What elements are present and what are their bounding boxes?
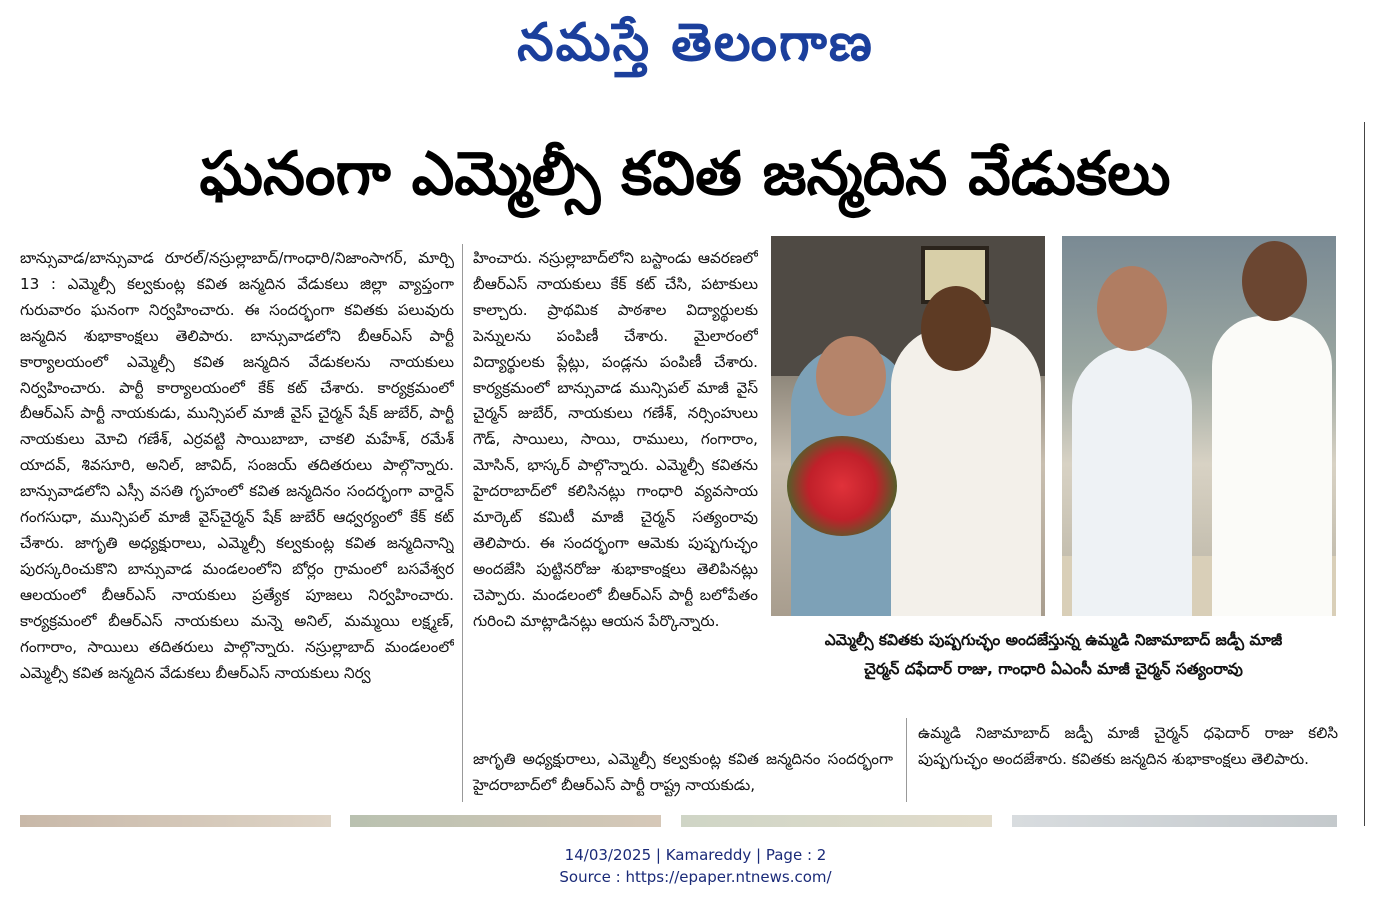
woman-head (1097, 266, 1167, 351)
page-right-rule (1364, 122, 1365, 826)
man-head (1242, 241, 1307, 321)
column-divider (906, 718, 907, 802)
man-head (921, 286, 991, 371)
column-divider (462, 244, 463, 802)
article-column-3 (473, 746, 893, 798)
caption-line-2: చైర్మన్ దఫేదార్ రాజు, గాంధారి ఏఎంసీ మాజీ చైర్మన్ సత్యంరావు (864, 660, 1243, 678)
article-headline: ఘనంగా ఎమ్మెల్సీ కవిత జన్మదిన వేడుకలు (199, 139, 1171, 209)
next-article-photo-strip (350, 815, 661, 827)
footer-source-link[interactable]: Source : https://epaper.ntnews.com/ (559, 868, 832, 886)
newspaper-masthead: నమస్తే తెలంగాణ (517, 12, 874, 73)
column-3-text: జాగృతి అధ్యక్షురాలు, ఎమ్మెల్సీ కల్వకుంట్ల కవిత జన్మదినం సందర్భంగా హైదరాబాద్‌లో బీఆర్ఎస్ పార్టీ రాష్ట్ర నాయకుడు, (473, 750, 893, 794)
next-article-photo-strip (1012, 815, 1337, 827)
woman-figure (1072, 346, 1192, 616)
article-column-1 (20, 246, 454, 801)
footer-date-edition: 14/03/2025 | Kamareddy | Page : 2 (564, 846, 827, 864)
column-1-text: బాన్సువాడ/బాన్సువాడ రూరల్/నస్రుల్లాబాద్/గాంధారి/నిజాంసాగర్, మార్చి 13 : ఎమ్మెల్సీ కల్వకుంట్ల కవిత జన్మదిన వేడుకలు జిల్లా వ్యాప్తంగా గురువారం ఘనంగా నిర్వహించారు. ఈ సందర్భంగా కవితకు పలువురు జన్మదిన శుభాకాంక్షలు తెలిపారు. బాన్సువాడలోని బీఆర్ఎస్ పార్టీ కార్యాలయంలో ఎమ్మెల్సీ కవిత జన్మదిన వేడుకలను నాయకులు నిర్వహించారు. పార్టీ కార్యాలయంలో కేక్ కట్ చేశారు. కార్యక్రమంలో బీఆర్ఎస్ పార్టీ నాయకుడు, మున్సిపల్ మాజీ వైస్ చైర్మన్ షేక్ జుబేర్, పార్టీ నాయకులు మోచి గణేశ్, ఎర్రవట్టి సాయిబాబా, చాకలి మహేశ్, రమేశ్ యాదవ్, శివసూరి, అనిల్, జావిద్, సంజయ్ తదితరులు పాల్గొన్నారు. బాన్సువాడలోని ఎస్సీ వసతి గృహంలో కవిత జన్మదినం సందర్భంగా వార్డెన్ గంగసుధా, మున్సిపల్ మాజీ వైస్‌చైర్మన్ షేక్ జుబేర్ ఆధ్వర్యంలో కేక్ కట్ చేశారు. జాగృతి అధ్యక్షురాలు, ఎమ్మెల్సీ కల్వకుంట్ల కవిత జన్మదినాన్ని పురస్కరించుకొని బాన్సువాడ మండలంలోని బోర్లం గ్రామంలో బసవేశ్వర ఆలయంలో బీఆర్ఎస్ నాయకులు ప్రత్యేక పూజలు నిర్వహించారు. కార్యక్రమంలో బీఆర్ఎస్ నాయకులు మన్నె అనిల్, మమ్మయి లక్ష్మణ్, గంగారాం, సాయిలు తదితరులు పాల్గొన్నారు. నస్రుల్లాబాద్ మండలంలో ఎమ్మెల్సీ కవిత జన్మదిన వేడుకలు బీఆర్ఎస్ నాయకులు నిర్వ (20, 249, 454, 682)
next-article-photo-strip (20, 815, 331, 827)
rose-bouquet (787, 436, 897, 536)
next-article-photo-strip (681, 815, 992, 827)
photo-standing-pair (1062, 236, 1336, 616)
photo-bouquet-presentation (771, 236, 1045, 616)
column-4-text: ఉమ్మడి నిజామాబాద్ జడ్పీ మాజీ చైర్మన్ ధఫెదార్ రాజు కలిసి పుష్పగుచ్ఛం అందజేశారు. కవితకు జన్మదిన శుభాకాంక్షలు తెలిపారు. (918, 724, 1338, 768)
man-figure (891, 326, 1041, 616)
column-2-text: హించారు. నస్రుల్లాబాద్‌లోని బస్టాండు ఆవరణలో బీఆర్ఎస్ నాయకులు కేక్ కట్ చేసి, పటాకులు కాల్చారు. ప్రాథమిక పాఠశాల విద్యార్థులకు పెన్నులను పంపిణీ చేశారు. మైలారంలో విద్యార్థులకు ప్లేట్లు, పండ్లను పంపిణీ చేశారు. కార్యక్రమంలో బాన్సువాడ మున్సిపల్ మాజీ వైస్ చైర్మన్ జుబేర్, నాయకులు గణేశ్, నర్సింహులు గౌడ్, సాయిలు, సాయి, రాములు, గంగారాం, మోసిన్, భాస్కర్ పాల్గొన్నారు. ఎమ్మెల్సీ కవితను హైదరాబాద్‌లో కలిసినట్లు గాంధారి వ్యవసాయ మార్కెట్ కమిటీ మాజీ చైర్మన్ సత్యంరావు తెలిపారు. ఈ సందర్భంగా ఆమెకు పుష్పగుచ్ఛం అందజేసి పుట్టినరోజు శుభాకాంక్షలు తెలిపినట్లు చెప్పారు. మండలంలో బీఆర్ఎస్ పార్టీ బలోపేతం గురించి మాట్లాడినట్లు ఆయన పేర్కొన్నారు. (473, 249, 758, 630)
man-figure (1212, 316, 1332, 616)
article-column-4 (918, 720, 1338, 772)
article-column-2 (473, 246, 758, 801)
woman-head (816, 336, 886, 416)
caption-line-1: ఎమ్మెల్సీ కవితకు పుష్పగుచ్ఛం అందజేస్తున్న ఉమ్మడి నిజామాబాద్ జడ్పీ మాజీ (824, 631, 1283, 649)
photo-caption (771, 626, 1336, 684)
